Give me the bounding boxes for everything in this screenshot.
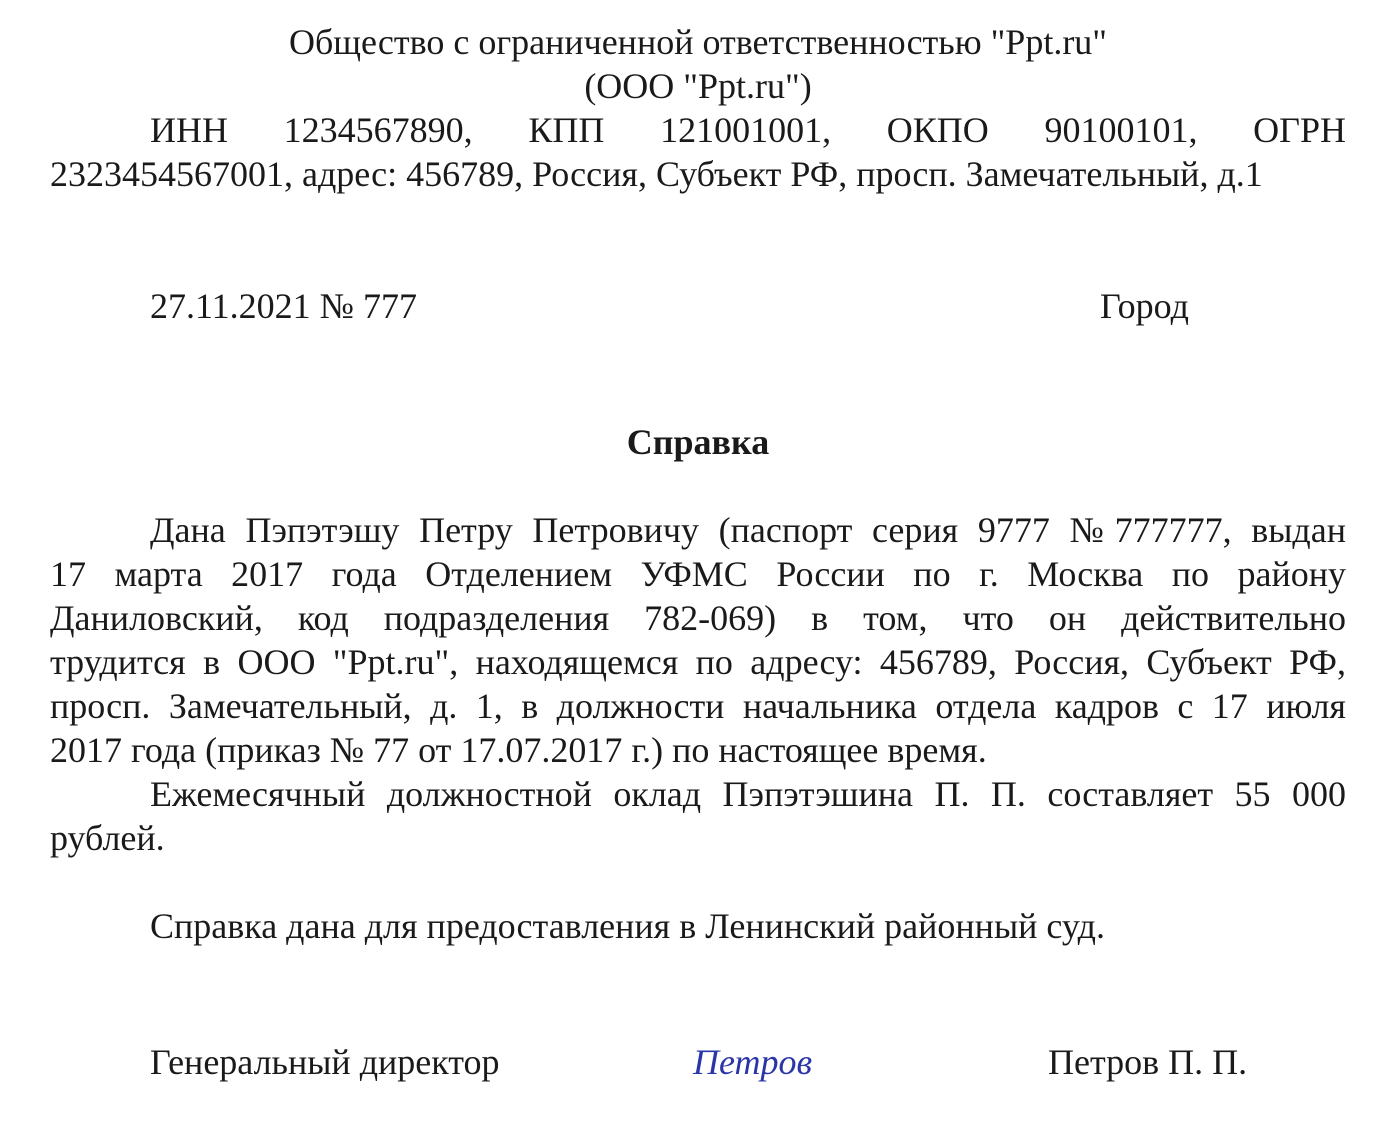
document-title: Справка — [626, 422, 770, 462]
salary-line: рублей. — [50, 818, 165, 858]
handwritten-signature: Петров — [693, 1042, 813, 1082]
body-line: Дана Пэпэтэшу Петру Петровичу (паспорт серия 9777 №777777, выдан — [150, 510, 1346, 550]
org-name-line2: (ООО "Ppt.ru") — [584, 66, 812, 106]
signatory-position: Генеральный директор — [150, 1042, 500, 1082]
org-name-line1: Общество с ограниченной ответственностью "Ppt.ru" — [288, 22, 1108, 62]
requisites-line2: 2323454567001, адрес: 456789, Россия, Субъект РФ, просп. Замечательный, д.1 — [50, 154, 1263, 194]
requisites-line1: ИНН 1234567890, КПП 121001001, ОКПО 90100101, ОГРН — [150, 110, 1346, 150]
salary-line: Ежемесячный должностной оклад Пэпэтэшина П. П. составляет 55 000 — [150, 774, 1346, 814]
city: Город — [1100, 286, 1189, 326]
body-line: просп. Замечательный, д. 1, в должности начальника отдела кадров с 17 июля — [50, 686, 1346, 726]
body-line: 17 марта 2017 года Отделением УФМС России по г. Москва по району — [50, 554, 1346, 594]
body-line: трудится в ООО "Ppt.ru", находящемся по адресу: 456789, Россия, Субъект РФ, — [50, 642, 1346, 682]
signatory-name: Петров П. П. — [1048, 1042, 1248, 1082]
body-line: 2017 года (приказ № 77 от 17.07.2017 г.) по настоящее время. — [50, 730, 987, 770]
body-line: Даниловский, код подразделения 782-069) в том, что он действительно — [50, 598, 1346, 638]
date-number: 27.11.2021 № 777 — [150, 286, 418, 326]
purpose-line: Справка дана для предоставления в Ленинский районный суд. — [150, 906, 1105, 946]
